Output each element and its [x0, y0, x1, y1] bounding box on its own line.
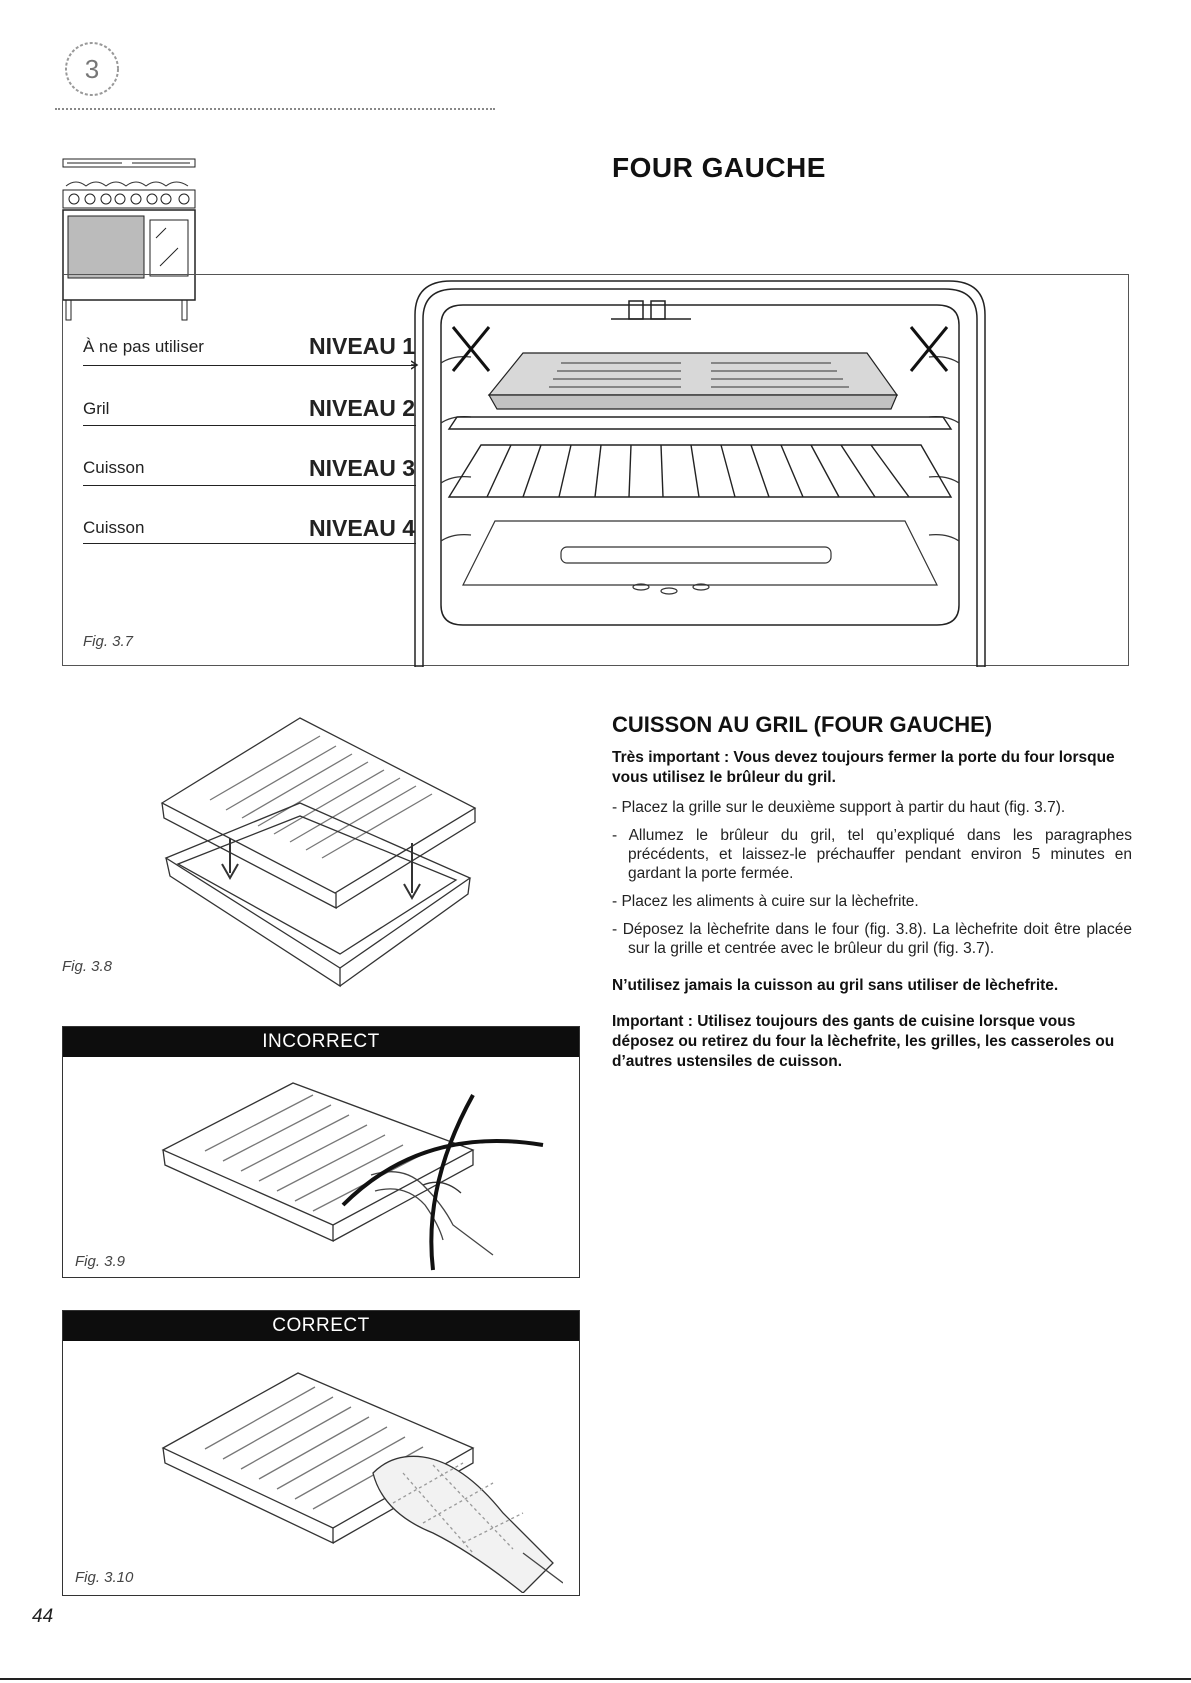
figure-caption: Fig. 3.7: [83, 633, 134, 650]
bottom-rule: [0, 1678, 1191, 1680]
level-2-label: Gril: [83, 399, 110, 418]
level-3-name: NIVEAU 3: [309, 455, 416, 481]
correct-banner: CORRECT: [63, 1311, 579, 1341]
step-item: - Placez les aliments à cuire sur la lèchefrite.: [612, 893, 919, 910]
level-1-pointer: [83, 365, 416, 366]
important-note: Très important : Vous devez toujours fermer la porte du four lorsque vous utilisez le brûleur du gril.: [612, 749, 1115, 786]
level-1-name: NIVEAU 1: [309, 333, 416, 359]
level-3-label: Cuisson: [83, 458, 145, 477]
level-1-label: À ne pas utiliser: [83, 337, 204, 356]
figure-3-8-caption: Fig. 3.8: [62, 958, 113, 975]
oven-cavity-illustration: [411, 275, 991, 667]
chapter-marker: [55, 40, 495, 120]
figure-3-10-correct: [62, 1310, 580, 1596]
chapter-rule: [55, 108, 495, 110]
incorrect-banner: INCORRECT: [63, 1027, 579, 1057]
page-title: FOUR GAUCHE: [612, 152, 826, 183]
figure-3-7: [62, 274, 1129, 666]
figure-3-9-caption: Fig. 3.9: [75, 1253, 126, 1270]
level-4-label: Cuisson: [83, 518, 145, 537]
oven-mitt-illustration: [143, 1353, 563, 1593]
figure-3-9-incorrect: [62, 1026, 580, 1278]
warning-note: N’utilisez jamais la cuisson au gril sans utiliser de lèchefrite.: [612, 977, 1059, 994]
level-4-name: NIVEAU 4: [309, 515, 416, 541]
gril-section: [612, 712, 1132, 1082]
chapter-circle-icon: [63, 40, 121, 98]
level-2-name: NIVEAU 2: [309, 395, 416, 421]
section-heading: CUISSON AU GRIL (FOUR GAUCHE): [612, 712, 993, 737]
step-item: - Allumez le brûleur du gril, tel qu’expliqué dans les paragraphes précédents, et laissez-le préchauffer pendant environ 5 minutes en gardant la porte fermée.: [612, 827, 1132, 882]
step-item: - Placez la grille sur le deuxième support à partir du haut (fig. 3.7).: [612, 799, 1066, 816]
level-3-pointer: [83, 485, 416, 486]
level-4-pointer: [83, 543, 416, 544]
level-2-pointer: [83, 425, 416, 426]
figure-3-10-caption: Fig. 3.10: [75, 1569, 134, 1586]
bare-hand-illustration: [143, 1065, 563, 1275]
step-item: - Déposez la lèchefrite dans le four (fig. 3.8). La lèchefrite doit être placée sur la grille et centrée avec le brûleur du gril (fig. 3.7).: [612, 921, 1132, 957]
page-number: 44: [32, 1606, 54, 1627]
svg-text:3: 3: [84, 54, 100, 84]
broiler-pan-assembly-illustration: [150, 708, 490, 1008]
gloves-note: Important : Utilisez toujours des gants de cuisine lorsque vous déposez ou retirez du four la lèchefrite, les grilles, les casseroles ou d’autres ustensiles de cuisson.: [612, 1013, 1115, 1070]
